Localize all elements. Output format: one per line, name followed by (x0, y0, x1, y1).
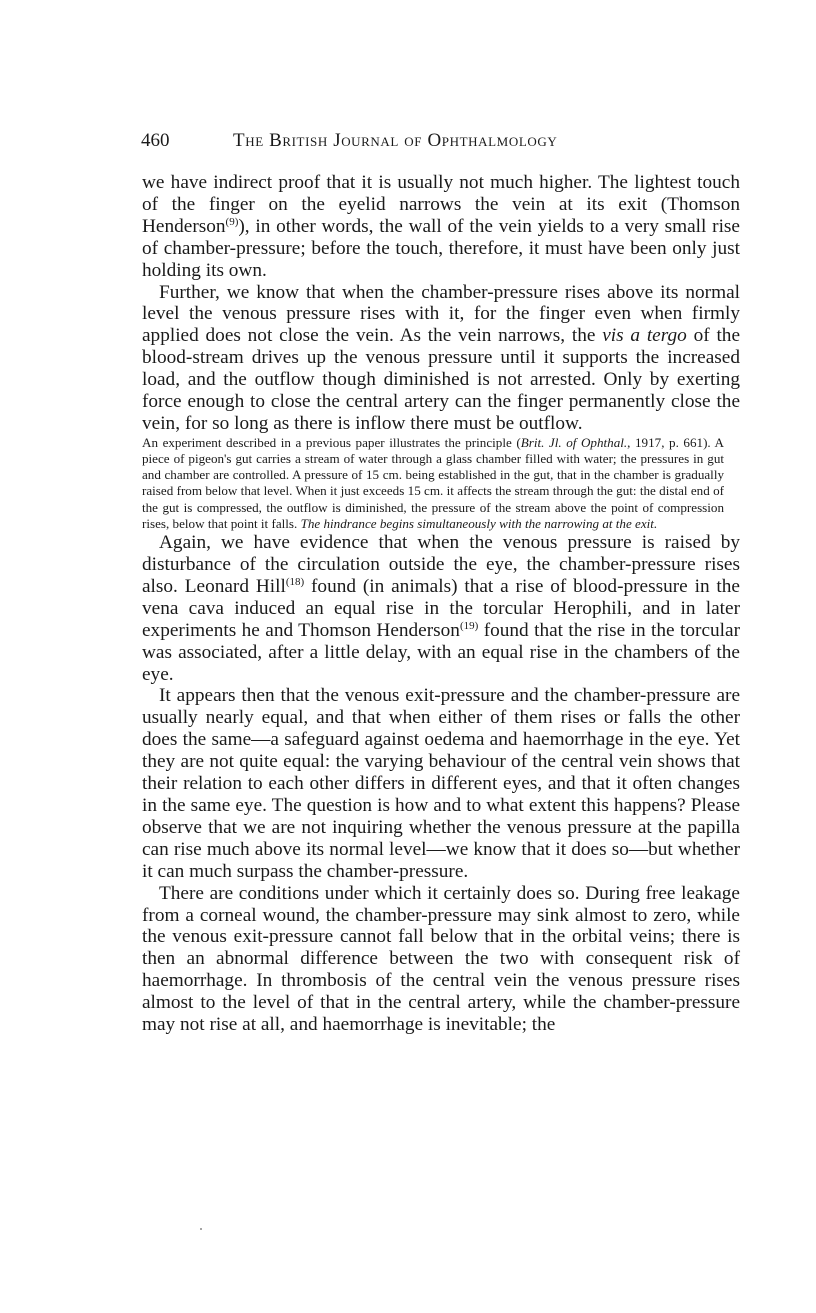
note-conclusion: The hindrance begins simultaneously with the narrowing at the exit. (300, 515, 658, 531)
note-text-b: , 1917, p. 661). A piece of pigeon's gut carries a stream of water through a glass chamber filled with water; the pressures in gut and chamber are controlled. A pressure of 15 cm. being established in the gut, that in the chamber is gradually raised from below that level. When it just exceeds 15 cm. it affects the stream through the gut: the distal end of the gut is compressed, the outflow is diminished, the pressure of the stream above the point of compression rises, below that point it falls. (142, 434, 725, 531)
note-citation: Brit. Jl. of Ophthal. (520, 434, 628, 450)
vis-a-tergo: vis a tergo (602, 325, 687, 347)
paragraph-1-text-end: ), in other words, the wall of the vein yields to a very small rise of chamber-pressure; before the touch, therefore, it must have been only just holding its own. (142, 215, 740, 281)
paragraph-1 (142, 172, 740, 282)
paragraph-4: It appears then that the venous exit-pressure and the chamber-pressure are usually nearly equal, and that when either of them rises or falls the other does the same—a safeguard against oedema and haemorrhage in the eye. Yet they are not quite equal: the varying behaviour of the central vein shows that their relation to each other differs in different eyes, and that it often changes in the same eye. The question is how and to what extent this happens? Please observe that we are not inquiring whether the venous pressure at the papilla can rise much above its normal level—we know that it does so—but whether it can much surpass the chamber-pressure. (142, 685, 740, 882)
paragraph-3-text-a: Again, we have evidence that when the venous pressure is raised by disturbance of the circulation outside the eye, the chamber-pressure rises also. Leonard Hill (142, 532, 740, 597)
paragraph-3-text-c: found that the rise in the torcular was associated, after a little delay, with an equal rise in the chambers of the eye. (142, 619, 740, 685)
paragraph-5: There are conditions under which it certainly does so. During free leakage from a corneal wound, the chamber-pressure may sink almost to zero, while the venous exit-pressure cannot fall below that in the orbital veins; there is then an abnormal difference between the two with consequent risk of haemorrhage. In thrombosis of the central vein the venous pressure rises almost to the level of that in the central artery, while the chamber-pressure may not rise at all, and haemorrhage is inevitable; the (142, 882, 740, 1036)
reference-9: (9) (225, 215, 239, 228)
paragraph-3 (142, 532, 740, 685)
paragraph-1-text: we have indirect proof that it is usually not much higher. The lightest touch of the finger on the eyelid narrows the vein at its exit (Thomson Henderson (142, 172, 740, 237)
body-text (142, 172, 740, 1036)
reference-19: (19) (459, 619, 479, 632)
paragraph-2-text-b: of the blood-stream drives up the venous pressure until it supports the increased load, and the outflow though diminished is not arrested. Only by exerting force enough to close the central artery can the finger permanently close the vein, for so long as there is inflow there must be outflow. (142, 325, 741, 434)
paragraph-2-text-a: Further, we know that when the chamber-pressure rises above its normal level the venous pressure rises with it, for the finger even when firmly applied does not close the vein. As the vein narrows, the (142, 281, 740, 347)
paragraph-2 (142, 282, 740, 435)
journal-title: The British Journal of Ophthalmology (233, 130, 558, 151)
footnote-experiment (142, 435, 724, 532)
note-text-a: An experiment described in a previous paper illustrates the principle ( (142, 434, 521, 450)
running-header (141, 130, 741, 158)
reference-18: (18) (285, 575, 305, 588)
paragraph-3-text-b: found (in animals) that a rise of blood-pressure in the vena cava induced an equal rise in the torcular Herophili, and in later experiments he and Thomson Henderson (142, 575, 740, 641)
page-number: 460 (141, 130, 170, 151)
print-fleck (200, 1228, 202, 1230)
